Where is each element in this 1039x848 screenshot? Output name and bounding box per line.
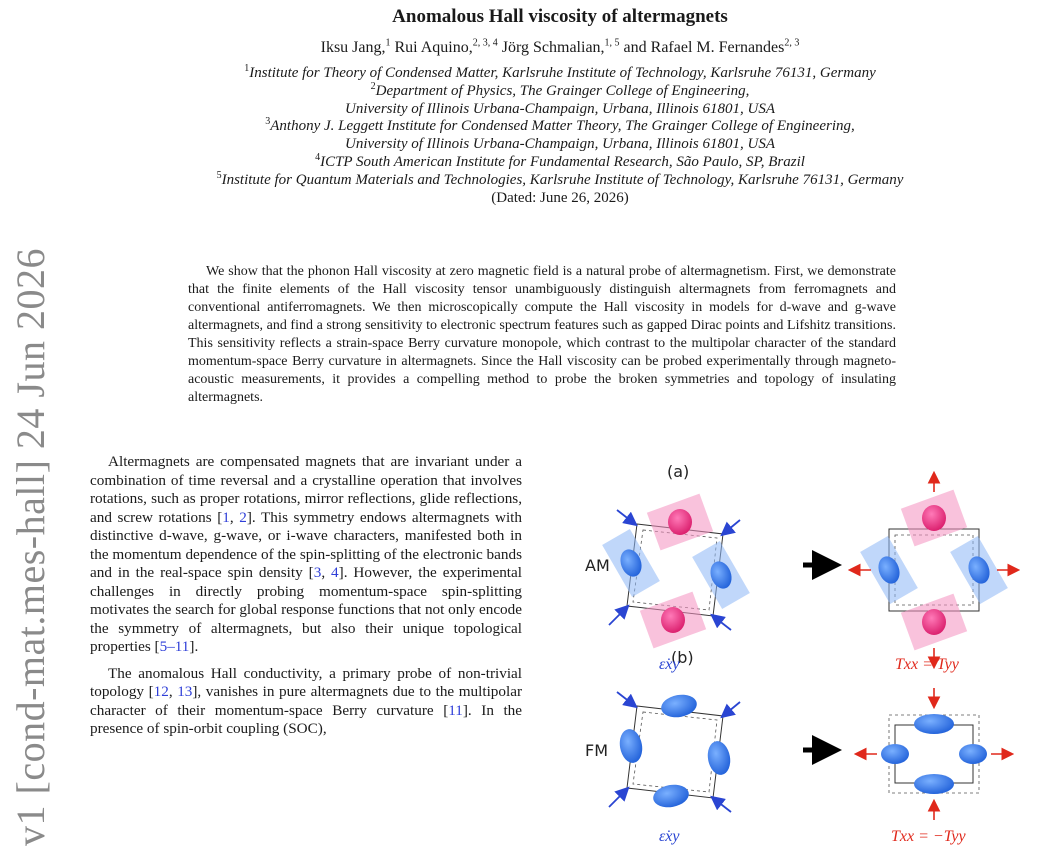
citation-link[interactable]: 3 [313, 564, 322, 581]
citation-link[interactable]: 12 [153, 683, 169, 700]
citation-link[interactable]: 5–11 [159, 638, 190, 655]
author: Iksu Jang,$^1$ [320, 37, 391, 56]
figure-diagram [595, 460, 1035, 848]
am-label: AM [585, 556, 610, 575]
affiliation: $^1$Institute for Theory of Condensed Matter, Karlsruhe Institute of Technology, Karlsruhe 76131, Germany [244, 63, 876, 81]
citation-link[interactable]: 1 [222, 508, 230, 526]
abstract: We show that the phonon Hall viscosity at zero magnetic field is a natural probe of altermagnetism. First, we demonstrate that the finite elements of the Hall viscosity tensor unambiguously distinguish altermagnets from ferromagnets and conventional antiferromagnets. We then microscopically compute the Hall viscosity in models for d-wave and g-wave altermagnets, and find a strong sensitivity to electronic spectrum features such as gapped Dirac points and Lifshitz transitions. This sensitivity reflects a strain-space Berry curvature monopole, which contrast to the multipolar character of the standard momentum-space Berry curvature in altermagnets. Since the Hall viscosity can be probed experimentally through magneto-acoustic measurements, it provides a compelling method to probe the broken symmetries and topology of insulating altermagnets. [188, 264, 896, 405]
arxiv-sidebar [0, 0, 64, 848]
am-stressed-lattice [851, 474, 1017, 666]
panel-label-a: (a) [667, 462, 690, 481]
body-column [90, 453, 522, 747]
citation-link[interactable]: 2 [239, 508, 247, 526]
affiliation: University of Illinois Urbana-Champaign, Urbana, Illinois 61801, USA [345, 136, 775, 153]
figure-1 [585, 460, 1035, 848]
date-line: (Dated: June 26, 2026) [491, 189, 629, 206]
author: and Rafael M. Fernandes$^{2, 3}$ [623, 37, 800, 56]
citation-link[interactable]: 13 [177, 683, 193, 700]
arxiv-identifier: v1 [cond-mat.mes-hall] 24 Jun 2026 [8, 248, 53, 846]
citation-link[interactable]: 11 [448, 701, 463, 719]
stress-label-a: Txx = Tyy [895, 656, 959, 673]
affiliation: $^2$Department of Physics, The Grainger College of Engineering, [370, 80, 750, 99]
am-strained-lattice [602, 494, 750, 649]
author: Jörg Schmalian,$^{1, 5}$ [501, 37, 620, 56]
author: Rui Aquino,$^{2, 3, 4}$ [394, 37, 498, 56]
paragraph: The anomalous Hall conductivity, a primary probe of non-trivial topology [12, 13], vanishes in pure altermagnets due to the multipolar character of their momentum-space Berry curvature [11]. In the presence of spin-orbit coupling (SOC), [90, 664, 523, 737]
panel-label-b: (b) [671, 648, 694, 667]
affiliations [120, 65, 1000, 207]
affiliation: University of Illinois Urbana-Champaign, Urbana, Illinois 61801, USA [345, 100, 775, 117]
affiliation: $^3$Anthony J. Leggett Institute for Condensed Matter Theory, The Grainger College of Engineering, [265, 116, 855, 135]
paragraph: Altermagnets are compensated magnets that are invariant under a combination of time reversal and a crystalline operation that involves rotations, such as proper rotations, mirror reflections, glide reflections, and screw rotations [1, 2]. This symmetry endows altermagnets with distinctive d-wave, g-wave, or i-wave characters, manifested both in the momentum dependence of the spin-splitting of the electronic bands and in the real-space spin density [3, 4]. However, the experimental challenges in directly probing momentum-space spin-splitting motivates the search for global response functions that not only encode the symmetry of altermagnets, but also their unique topological properties [5–11]. [90, 453, 522, 655]
fm-strained-lattice [609, 692, 740, 812]
strain-rate-label-a: ε̇xy [659, 656, 680, 673]
stress-label-b: Txx = −Tyy [891, 828, 966, 845]
fm-label: FM [585, 741, 609, 760]
affiliation: $^4$ICTP South American Institute for Fundamental Research, São Paulo, SP, Brazil [315, 151, 805, 170]
citation-link[interactable]: 4 [331, 564, 339, 581]
affiliation: $^5$Institute for Quantum Materials and Technologies, Karlsruhe Institute of Technology, Karlsruhe 76131, Germany [216, 169, 904, 188]
paper-title: Anomalous Hall viscosity of altermagnets [392, 6, 728, 27]
fm-stressed-lattice [857, 688, 1011, 820]
strain-rate-label-b: ε̇xy [659, 828, 680, 845]
author-list [120, 39, 1000, 57]
